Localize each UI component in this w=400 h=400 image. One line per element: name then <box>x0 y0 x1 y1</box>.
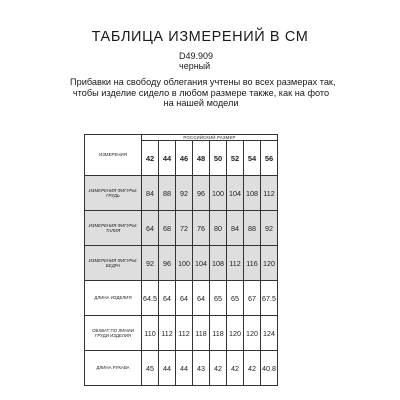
table-cell: 104 <box>227 176 244 211</box>
table-cell: 120 <box>227 316 244 351</box>
table-cell: 64.5 <box>142 281 159 316</box>
table-cell: 110 <box>142 316 159 351</box>
row-label: ДЛИНА ИЗДЕЛИЯ <box>85 281 142 316</box>
table-cell: 88 <box>244 211 261 246</box>
corner-label: ИЗМЕРЕНИЯ <box>85 135 142 176</box>
table-cell: 43 <box>193 351 210 386</box>
table-cell: 65 <box>210 281 227 316</box>
table-row <box>85 281 278 316</box>
row-label: ОБХВАТ ПО ЛИНИИ ГРУДИ ИЗДЕЛИЯ <box>85 316 142 351</box>
table-cell: 108 <box>244 176 261 211</box>
table-cell: 116 <box>244 246 261 281</box>
table-cell: 112 <box>227 246 244 281</box>
table-cell: 42 <box>210 351 227 386</box>
table-cell: 112 <box>159 316 176 351</box>
group-header: РОССИЙСКИЙ РАЗМЕР <box>142 135 278 141</box>
table-cell: 96 <box>159 246 176 281</box>
table-cell: 120 <box>244 316 261 351</box>
table-cell: 42 <box>244 351 261 386</box>
table-cell: 65 <box>227 281 244 316</box>
table-row <box>85 351 278 386</box>
size-header-cell: 42 <box>142 141 159 176</box>
size-header-cell: 50 <box>210 141 227 176</box>
table-cell: 112 <box>261 176 278 211</box>
table-cell: 108 <box>210 246 227 281</box>
table-cell: 92 <box>176 176 193 211</box>
table-cell: 42 <box>227 351 244 386</box>
table-cell: 84 <box>227 211 244 246</box>
table-cell: 72 <box>176 211 193 246</box>
table-cell: 80 <box>210 211 227 246</box>
table-cell: 44 <box>159 351 176 386</box>
article-color: черный <box>179 61 211 71</box>
table-cell: 40.8 <box>261 351 278 386</box>
table-cell: 44 <box>176 351 193 386</box>
table-row <box>85 316 278 351</box>
size-header-cell: 48 <box>193 141 210 176</box>
size-table <box>84 134 278 386</box>
article-info <box>179 51 213 71</box>
table-row <box>85 211 278 246</box>
table-cell: 118 <box>193 316 210 351</box>
row-label: ИЗМЕРЕНИЯ ФИГУРЫ: БЕДРА <box>85 246 142 281</box>
fit-note-line: на нашей модели <box>163 98 239 109</box>
table-cell: 92 <box>142 246 159 281</box>
size-header-cell: 46 <box>176 141 193 176</box>
table-cell: 104 <box>193 246 210 281</box>
table-cell: 64 <box>142 211 159 246</box>
table-cell: 64 <box>193 281 210 316</box>
table-cell: 67.5 <box>261 281 278 316</box>
table-cell: 100 <box>210 176 227 211</box>
size-header-cell: 44 <box>159 141 176 176</box>
fit-note-line: чтобы изделие сидело в любом размере также, как на фото <box>72 87 330 98</box>
table-cell: 100 <box>176 246 193 281</box>
table-cell: 76 <box>193 211 210 246</box>
fit-note-line: Прибавки на свободу облегания учтены во всех размерах так, <box>70 77 336 87</box>
size-header-cell: 54 <box>244 141 261 176</box>
row-label: ДЛИНА РУКАВА <box>85 351 142 386</box>
row-label: ИЗМЕРЕНИЯ ФИГУРЫ: ГРУДЬ <box>85 176 142 211</box>
table-cell: 112 <box>176 316 193 351</box>
table-cell: 84 <box>142 176 159 211</box>
table-cell: 64 <box>159 281 176 316</box>
row-label: ИЗМЕРЕНИЯ ФИГУРЫ: ТАЛИЯ <box>85 211 142 246</box>
table-cell: 68 <box>159 211 176 246</box>
table-cell: 64 <box>176 281 193 316</box>
table-cell: 45 <box>142 351 159 386</box>
page-title: ТАБЛИЦА ИЗМЕРЕНИЙ В СМ <box>91 29 309 45</box>
table-cell: 88 <box>159 176 176 211</box>
table-cell: 118 <box>210 316 227 351</box>
table-cell: 92 <box>261 211 278 246</box>
table-row <box>85 246 278 281</box>
table-row <box>85 176 278 211</box>
table-cell: 67 <box>244 281 261 316</box>
article-code: D49.909 <box>179 51 214 61</box>
size-header-cell: 52 <box>227 141 244 176</box>
size-header-cell: 56 <box>261 141 278 176</box>
table-cell: 96 <box>193 176 210 211</box>
table-cell: 124 <box>261 316 278 351</box>
fit-note <box>70 77 336 109</box>
table-cell: 120 <box>261 246 278 281</box>
